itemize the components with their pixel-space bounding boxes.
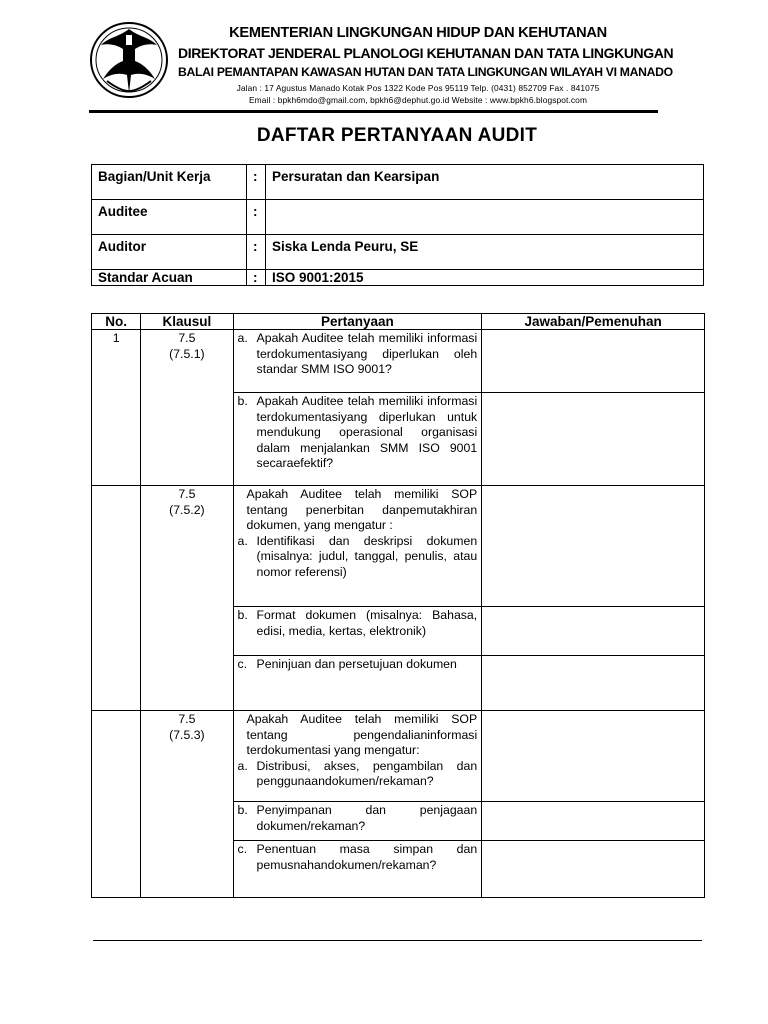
question-label: c. xyxy=(237,842,248,856)
answer-cell[interactable] xyxy=(482,802,705,841)
answer-cell[interactable] xyxy=(482,607,705,656)
table-row xyxy=(92,486,705,607)
letterhead-divider xyxy=(89,110,658,113)
question-label: a. xyxy=(237,758,248,773)
question-text: Format dokumen (misalnya: Bahasa, edisi, media, kertas, elektronik) xyxy=(256,608,478,638)
question-text: Apakah Auditee telah memiliki informasi terdokumentasiyang diperlukan oleh standar SMM ISO 9001? xyxy=(256,331,478,376)
row-number xyxy=(92,711,141,898)
letterhead-ministry: KEMENTERIAN LINGKUNGAN HIDUP DAN KEHUTANAN xyxy=(229,25,607,41)
row-klausul: 7.5 (7.5.2) xyxy=(141,486,233,711)
answer-cell[interactable] xyxy=(482,656,705,711)
letterhead-address: Jalan : 17 Agustus Manado Kotak Pos 1322 Kode Pos 95119 Telp. (0431) 852709 Fax . 841075 xyxy=(236,83,600,93)
row-number: 1 xyxy=(92,330,141,486)
question-label: b. xyxy=(237,394,248,408)
info-row-auditor xyxy=(92,235,704,270)
question-cell xyxy=(233,802,482,841)
answer-cell[interactable] xyxy=(482,330,705,393)
info-row-standard xyxy=(92,270,704,286)
row-klausul: 7.5 (7.5.3) xyxy=(141,711,233,898)
answer-cell[interactable] xyxy=(482,711,705,802)
question-cell xyxy=(233,711,482,802)
question-cell xyxy=(233,486,482,607)
question-intro: Apakah Auditee telah memiliki SOP tentang penerbitan danpemutakhiran dokumen, yang mengatur : xyxy=(246,487,478,532)
question-text: Distribusi, akses, pengambilan dan penggunaandokumen/rekaman? xyxy=(256,758,478,788)
row-number xyxy=(92,486,141,711)
question-cell xyxy=(233,330,482,393)
header-jawaban: Jawaban/Pemenuhan xyxy=(482,314,705,330)
letterhead-directorate: DIREKTORAT JENDERAL PLANOLOGI KEHUTANAN DAN TATA LINGKUNGAN xyxy=(178,45,674,61)
info-separator: : xyxy=(247,165,266,200)
info-row-auditee xyxy=(92,200,704,235)
question-text: Peninjuan dan persetujuan dokumen xyxy=(256,657,457,671)
question-label: b. xyxy=(237,608,248,622)
table-row xyxy=(92,330,705,393)
info-label: Auditee xyxy=(92,200,247,235)
letterhead-contact: Email : bpkh6mdo@gmail.com, bpkh6@dephut.go.id Website : www.bpkh6.blogspot.com xyxy=(248,95,588,105)
question-text: Apakah Auditee telah memiliki informasi terdokumentasiyang diperlukan untuk mendukung operasional organisasi dalam menjalankan SMM ISO 9001 secaraefektif? xyxy=(256,394,478,470)
letterhead-office: BALAI PEMANTAPAN KAWASAN HUTAN DAN TATA LINGKUNGAN WILAYAH VI MANADO xyxy=(178,65,673,79)
table-row xyxy=(92,711,705,802)
question-label: a. xyxy=(237,533,248,548)
info-separator: : xyxy=(247,270,266,286)
audit-header-row xyxy=(92,314,705,330)
question-text: Identifikasi dan deskripsi dokumen (misalnya: judul, tanggal, penulis, atau nomor referensi) xyxy=(256,533,478,579)
ministry-logo-icon xyxy=(89,21,169,99)
answer-cell[interactable] xyxy=(482,393,705,486)
question-text: Penentuan masa simpan dan pemusnahandokumen/rekaman? xyxy=(256,842,478,872)
header-no: No. xyxy=(92,314,141,330)
answer-cell[interactable] xyxy=(482,841,705,898)
info-row-unit xyxy=(92,165,704,200)
question-cell xyxy=(233,841,482,898)
question-text: Penyimpanan dan penjagaan dokumen/rekaman? xyxy=(256,803,478,833)
header-pertanyaan: Pertanyaan xyxy=(233,314,482,330)
info-value: Persuratan dan Kearsipan xyxy=(266,165,704,200)
header-klausul: Klausul xyxy=(141,314,233,330)
question-cell xyxy=(233,656,482,711)
info-label: Standar Acuan xyxy=(92,270,247,286)
info-value: Siska Lenda Peuru, SE xyxy=(266,235,704,270)
question-cell xyxy=(233,393,482,486)
footer-divider xyxy=(93,940,702,941)
info-separator: : xyxy=(247,200,266,235)
info-label: Bagian/Unit Kerja xyxy=(92,165,247,200)
info-value xyxy=(266,200,704,235)
question-intro: Apakah Auditee telah memiliki SOP tentang pengendalianinformasi terdokumentasi yang mengatur: xyxy=(246,712,478,757)
audit-questions-table xyxy=(91,313,705,898)
document-title: DAFTAR PERTANYAAN AUDIT xyxy=(256,125,538,146)
answer-cell[interactable] xyxy=(482,486,705,607)
question-label: a. xyxy=(237,331,248,345)
audit-info-table xyxy=(91,164,704,286)
question-cell xyxy=(233,607,482,656)
info-value: ISO 9001:2015 xyxy=(266,270,704,286)
info-label: Auditor xyxy=(92,235,247,270)
row-klausul: 7.5 (7.5.1) xyxy=(141,330,233,486)
question-label: b. xyxy=(237,803,248,817)
info-separator: : xyxy=(247,235,266,270)
question-label: c. xyxy=(237,657,248,671)
